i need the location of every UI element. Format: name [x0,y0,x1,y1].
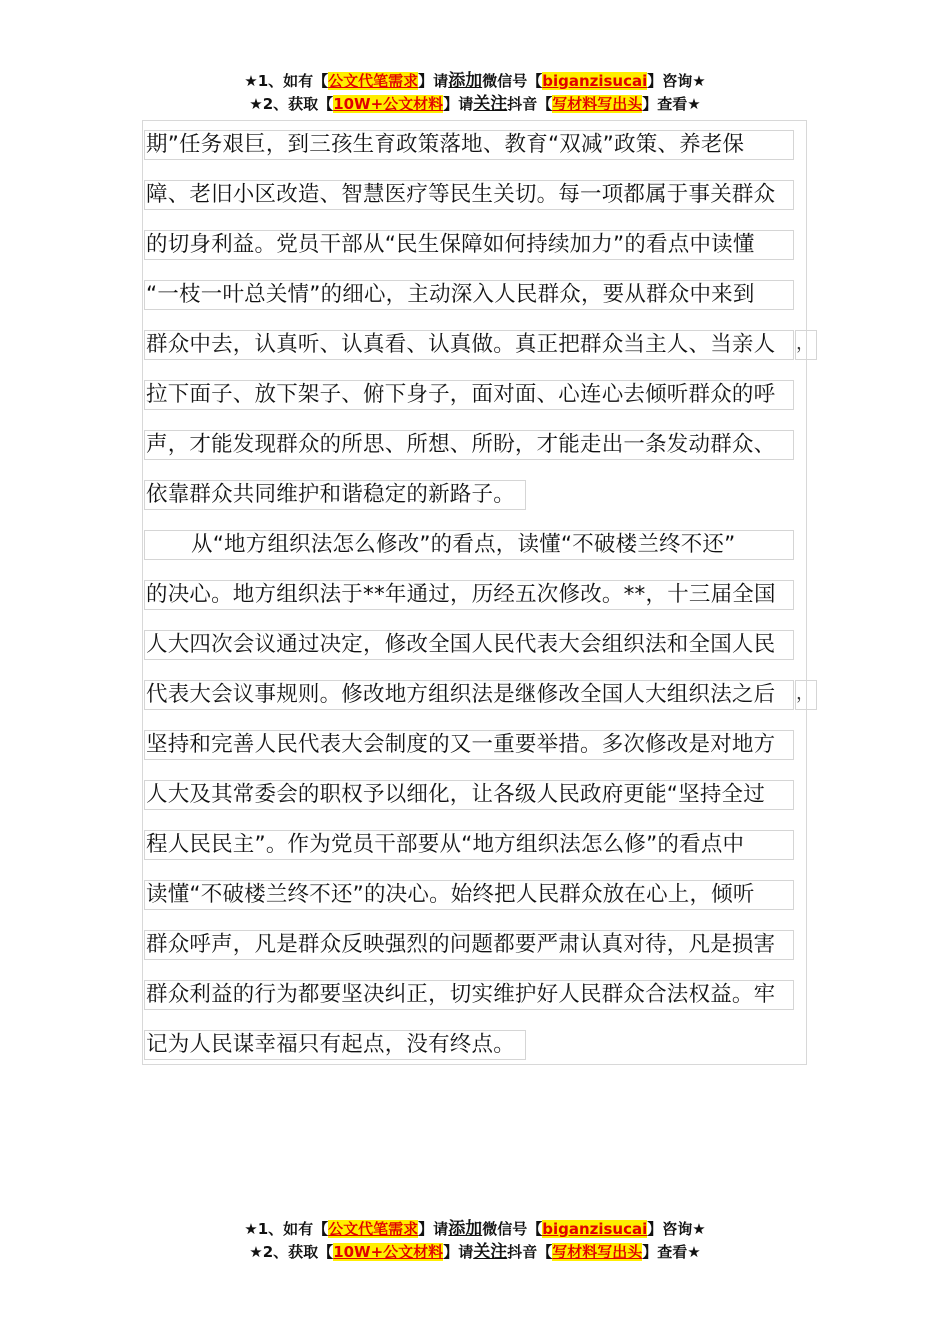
highlight-douyin: 写材料写出头 [552,95,643,113]
highlight-materials: 10W+公文材料 [333,1243,444,1261]
banner-line-1: ★1、如有【公文代笔需求】请添加微信号【biganzisucai】咨询★ [244,71,706,91]
highlight-service: 公文代笔需求 [328,1220,419,1238]
highlight-materials: 10W+公文材料 [333,95,444,113]
highlight-wechat-id: biganzisucai [542,1220,648,1238]
text-line: 坚持和完善人民代表大会制度的又一重要举措。多次修改是对地方 [144,730,794,760]
text-line: 人大及其常委会的职权予以细化，让各级人民政府更能“坚持全过 [144,780,794,810]
text-line: 程人民民主”。作为党员干部要从“地方组织法怎么修”的看点中 [144,830,794,860]
highlight-service: 公文代笔需求 [328,72,419,90]
highlight-wechat-id: biganzisucai [542,72,648,90]
banner-line-1: ★1、如有【公文代笔需求】请添加微信号【biganzisucai】咨询★ [244,1219,706,1239]
text-line: 期”任务艰巨，到三孩生育政策落地、教育“双减”政策、养老保 [144,130,794,160]
highlight-douyin: 写材料写出头 [552,1243,643,1261]
paragraph-start-line: 从“地方组织法怎么修改”的看点，读懂“不破楼兰终不还” [144,530,794,560]
text-line: 人大四次会议通过决定，修改全国人民代表大会组织法和全国人民 [144,630,794,660]
banner-line-2: ★2、获取【10W+公文材料】请关注抖音【写材料写出头】查看★ [249,94,701,114]
text-line: 的决心。地方组织法于**年通过，历经五次修改。**，十三届全国 [144,580,794,610]
text-line: 记为人民谋幸福只有起点，没有终点。 [144,1030,526,1060]
text-line: 群众中去，认真听、认真看、认真做。真正把群众当主人、当亲人 [144,330,794,360]
text-line: 群众利益的行为都要坚决纠正，切实维护好人民群众合法权益。牢 [144,980,794,1010]
text-line: 依靠群众共同维护和谐稳定的新路子。 [144,480,526,510]
text-line: 群众呼声，凡是群众反映强烈的问题都要严肃认真对待，凡是损害 [144,930,794,960]
text-line: 障、老旧小区改造、智慧医疗等民生关切。每一项都属于事关群众 [144,180,794,210]
text-line: “一枝一叶总关情”的细心，主动深入人民群众，要从群众中来到 [144,280,794,310]
banner-line-2: ★2、获取【10W+公文材料】请关注抖音【写材料写出头】查看★ [249,1242,701,1262]
footer-banner [0,1218,950,1264]
text-line: 拉下面子、放下架子、俯下身子，面对面、心连心去倾听群众的呼 [144,380,794,410]
header-banner [0,70,950,116]
text-line: 的切身利益。党员干部从“民生保障如何持续加力”的看点中读懂 [144,230,794,260]
overflow-mark: ， [795,330,817,360]
text-line: 代表大会议事规则。修改地方组织法是继修改全国人大组织法之后 [144,680,794,710]
overflow-mark: ， [795,680,817,710]
text-line: 声，才能发现群众的所思、所想、所盼，才能走出一条发动群众、 [144,430,794,460]
text-line: 读懂“不破楼兰终不还”的决心。始终把人民群众放在心上，倾听 [144,880,794,910]
